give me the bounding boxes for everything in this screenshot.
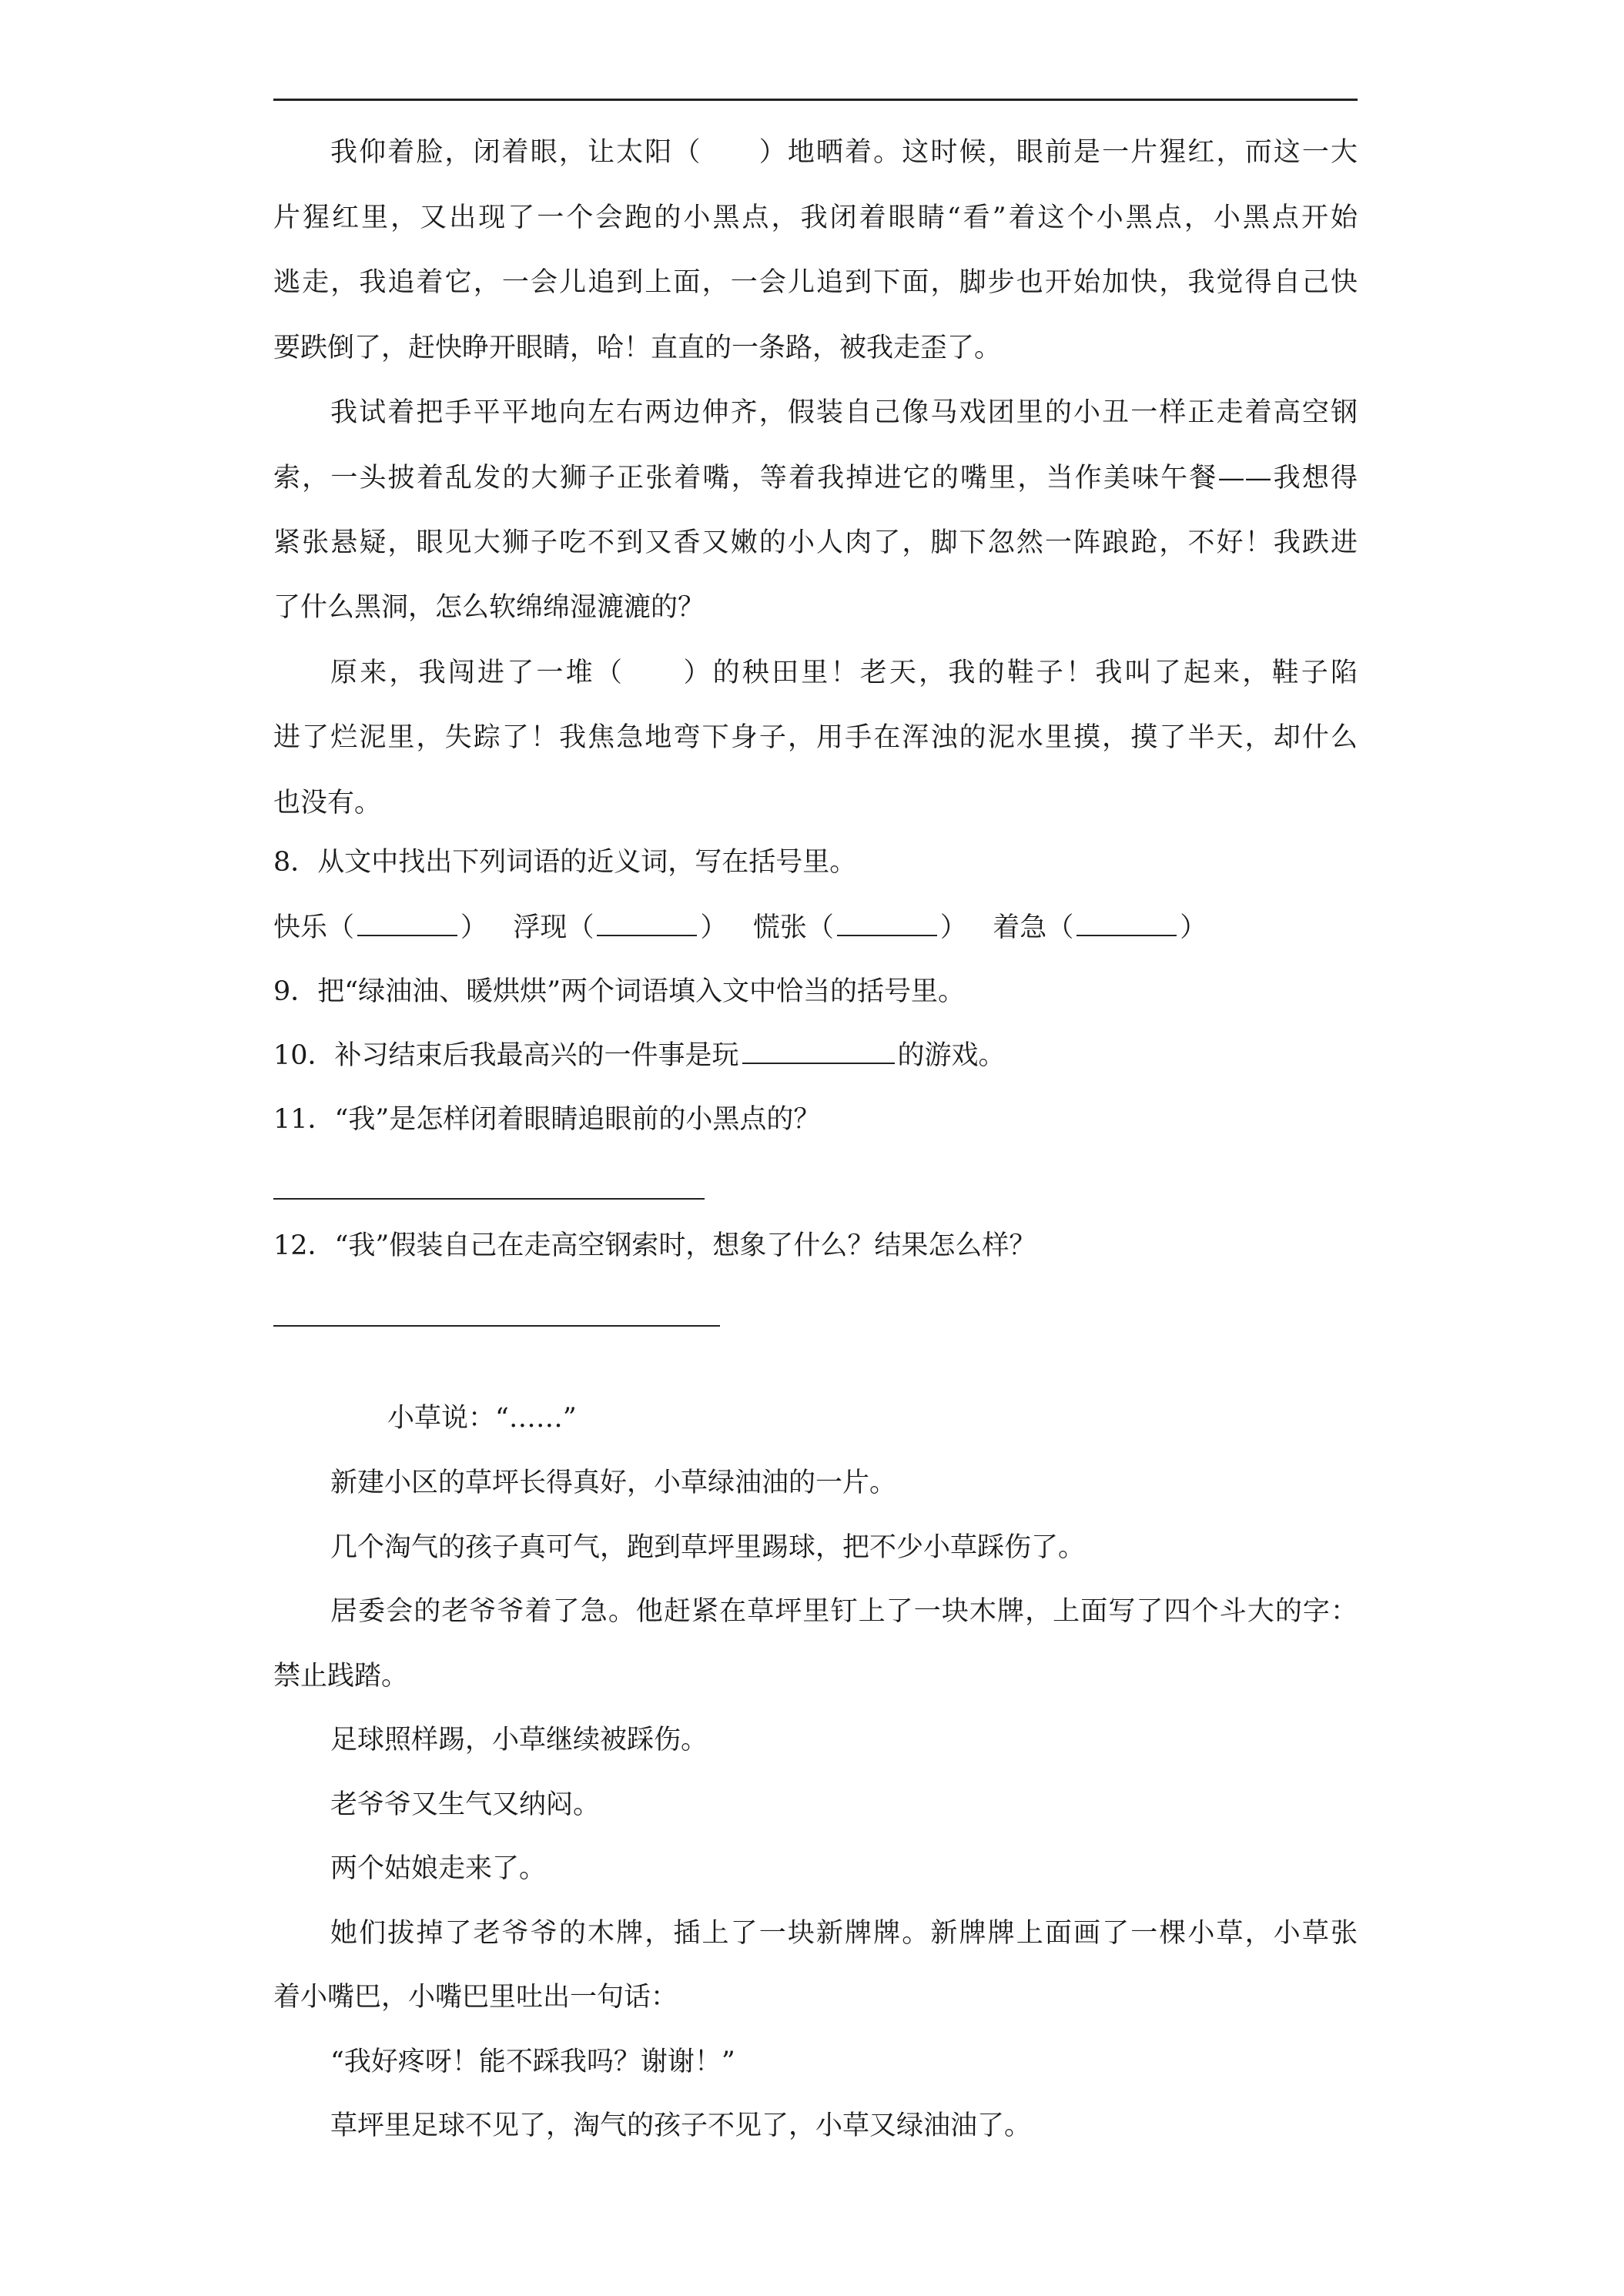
passage1-p1-line1: 我仰着脸，闭着眼，让太阳（ ）地晒着。这时候，眼前是一片猩红，而这一大: [330, 137, 1358, 168]
passage2-title: 小草说：“……”: [387, 1403, 577, 1434]
passage1-p3-line3: 也没有。: [273, 788, 382, 818]
passage2-line7: 两个姑娘走来了。: [330, 1853, 547, 1884]
passage2-line11: 草坪里足球不见了，淘气的孩子不见了，小草又绿油油了。: [330, 2110, 1032, 2141]
passage2-line2: 几个淘气的孩子真可气，跑到草坪里踢球，把不少小草踩伤了。: [330, 1532, 1086, 1563]
q10-text-after: 的游戏。: [897, 1040, 1006, 1071]
q8-word-3: 慌张: [752, 912, 807, 943]
passage2-line5: 足球照样踢，小草继续被踩伤。: [330, 1725, 708, 1755]
passage1-p1-line2: 片猩红里，又出现了一个会跑的小黑点，我闭着眼睛“看”着这个小黑点，小黑点开始: [273, 202, 1358, 233]
passage1-p2-line3: 紧张悬疑，眼见大狮子吃不到又香又嫩的小人肉了，脚下忽然一阵踉跄，不好！我跌进: [273, 527, 1358, 558]
passage1-p1-line4: 要跌倒了，赶快睁开眼睛，哈！直直的一条路，被我走歪了。: [273, 333, 1002, 363]
q11-answer-line[interactable]: [273, 1198, 705, 1200]
question-8: 8．从文中找出下列词语的近义词，写在括号里。: [273, 847, 857, 878]
header-rule: [273, 99, 1358, 101]
question-12: 12．“我”假装自己在走高空钢索时，想象了什么？结果怎么样？: [273, 1230, 1036, 1261]
passage2-line8: 她们拔掉了老爷爷的木牌，插上了一块新牌牌。新牌牌上面画了一棵小草，小草张: [330, 1918, 1358, 1949]
passage1-p2-line1: 我试着把手平平地向左右两边伸齐，假装自己像马戏团里的小丑一样正走着高空钢: [330, 397, 1358, 428]
passage2-line10: “我好疼呀！能不踩我吗？谢谢！”: [330, 2047, 735, 2077]
q8-blank-3[interactable]: [837, 912, 937, 936]
question-10: [273, 1039, 1358, 1073]
passage2-line4: 禁止践踏。: [273, 1661, 409, 1692]
q8-word-1: 快乐: [273, 912, 328, 943]
passage2-line9: 着小嘴巴，小嘴巴里吐出一句话：: [273, 1982, 678, 2013]
question-9: 9．把“绿油油、暖烘烘”两个词语填入文中恰当的括号里。: [273, 976, 966, 1007]
q8-blank-1[interactable]: [357, 912, 457, 936]
passage2-line6: 老爷爷又生气又纳闷。: [330, 1789, 601, 1820]
passage1-p3-line2: 进了烂泥里，失踪了！我焦急地弯下身子，用手在浑浊的泥水里摸，摸了半天，却什么: [273, 722, 1358, 753]
passage2-line3: 居委会的老爷爷着了急。他赶紧在草坪里钉上了一块木牌，上面写了四个斗大的字：: [330, 1596, 1358, 1627]
question-11: 11．“我”是怎样闭着眼睛追眼前的小黑点的？: [273, 1104, 821, 1135]
passage2-line1: 新建小区的草坪长得真好，小草绿油油的一片。: [330, 1468, 897, 1498]
q12-answer-line[interactable]: [273, 1325, 720, 1327]
passage1-p3-line1: 原来，我闯进了一堆（ ）的秧田里！老天，我的鞋子！我叫了起来，鞋子陷: [330, 658, 1358, 688]
passage1-p2-line2: 索，一头披着乱发的大狮子正张着嘴，等着我掉进它的嘴里，当作美味午餐——我想得: [273, 463, 1358, 494]
q10-blank[interactable]: [742, 1039, 895, 1064]
q8-blank-2[interactable]: [597, 912, 697, 936]
passage1-p1-line3: 逃走，我追着它，一会儿追到上面，一会儿追到下面，脚步也开始加快，我觉得自己快: [273, 267, 1358, 298]
question-8-answers: 快乐（ ） 浮现（ ） 慌张（ ） 着急（ ）: [273, 912, 1207, 943]
q8-word-2: 浮现: [513, 912, 568, 943]
q8-blank-4[interactable]: [1077, 912, 1177, 936]
passage1-p2-line4: 了什么黑洞，怎么软绵绵湿漉漉的？: [273, 592, 705, 623]
q10-text-before: 10．补习结束后我最高兴的一件事是玩: [273, 1040, 739, 1071]
q8-word-4: 着急: [993, 912, 1047, 943]
